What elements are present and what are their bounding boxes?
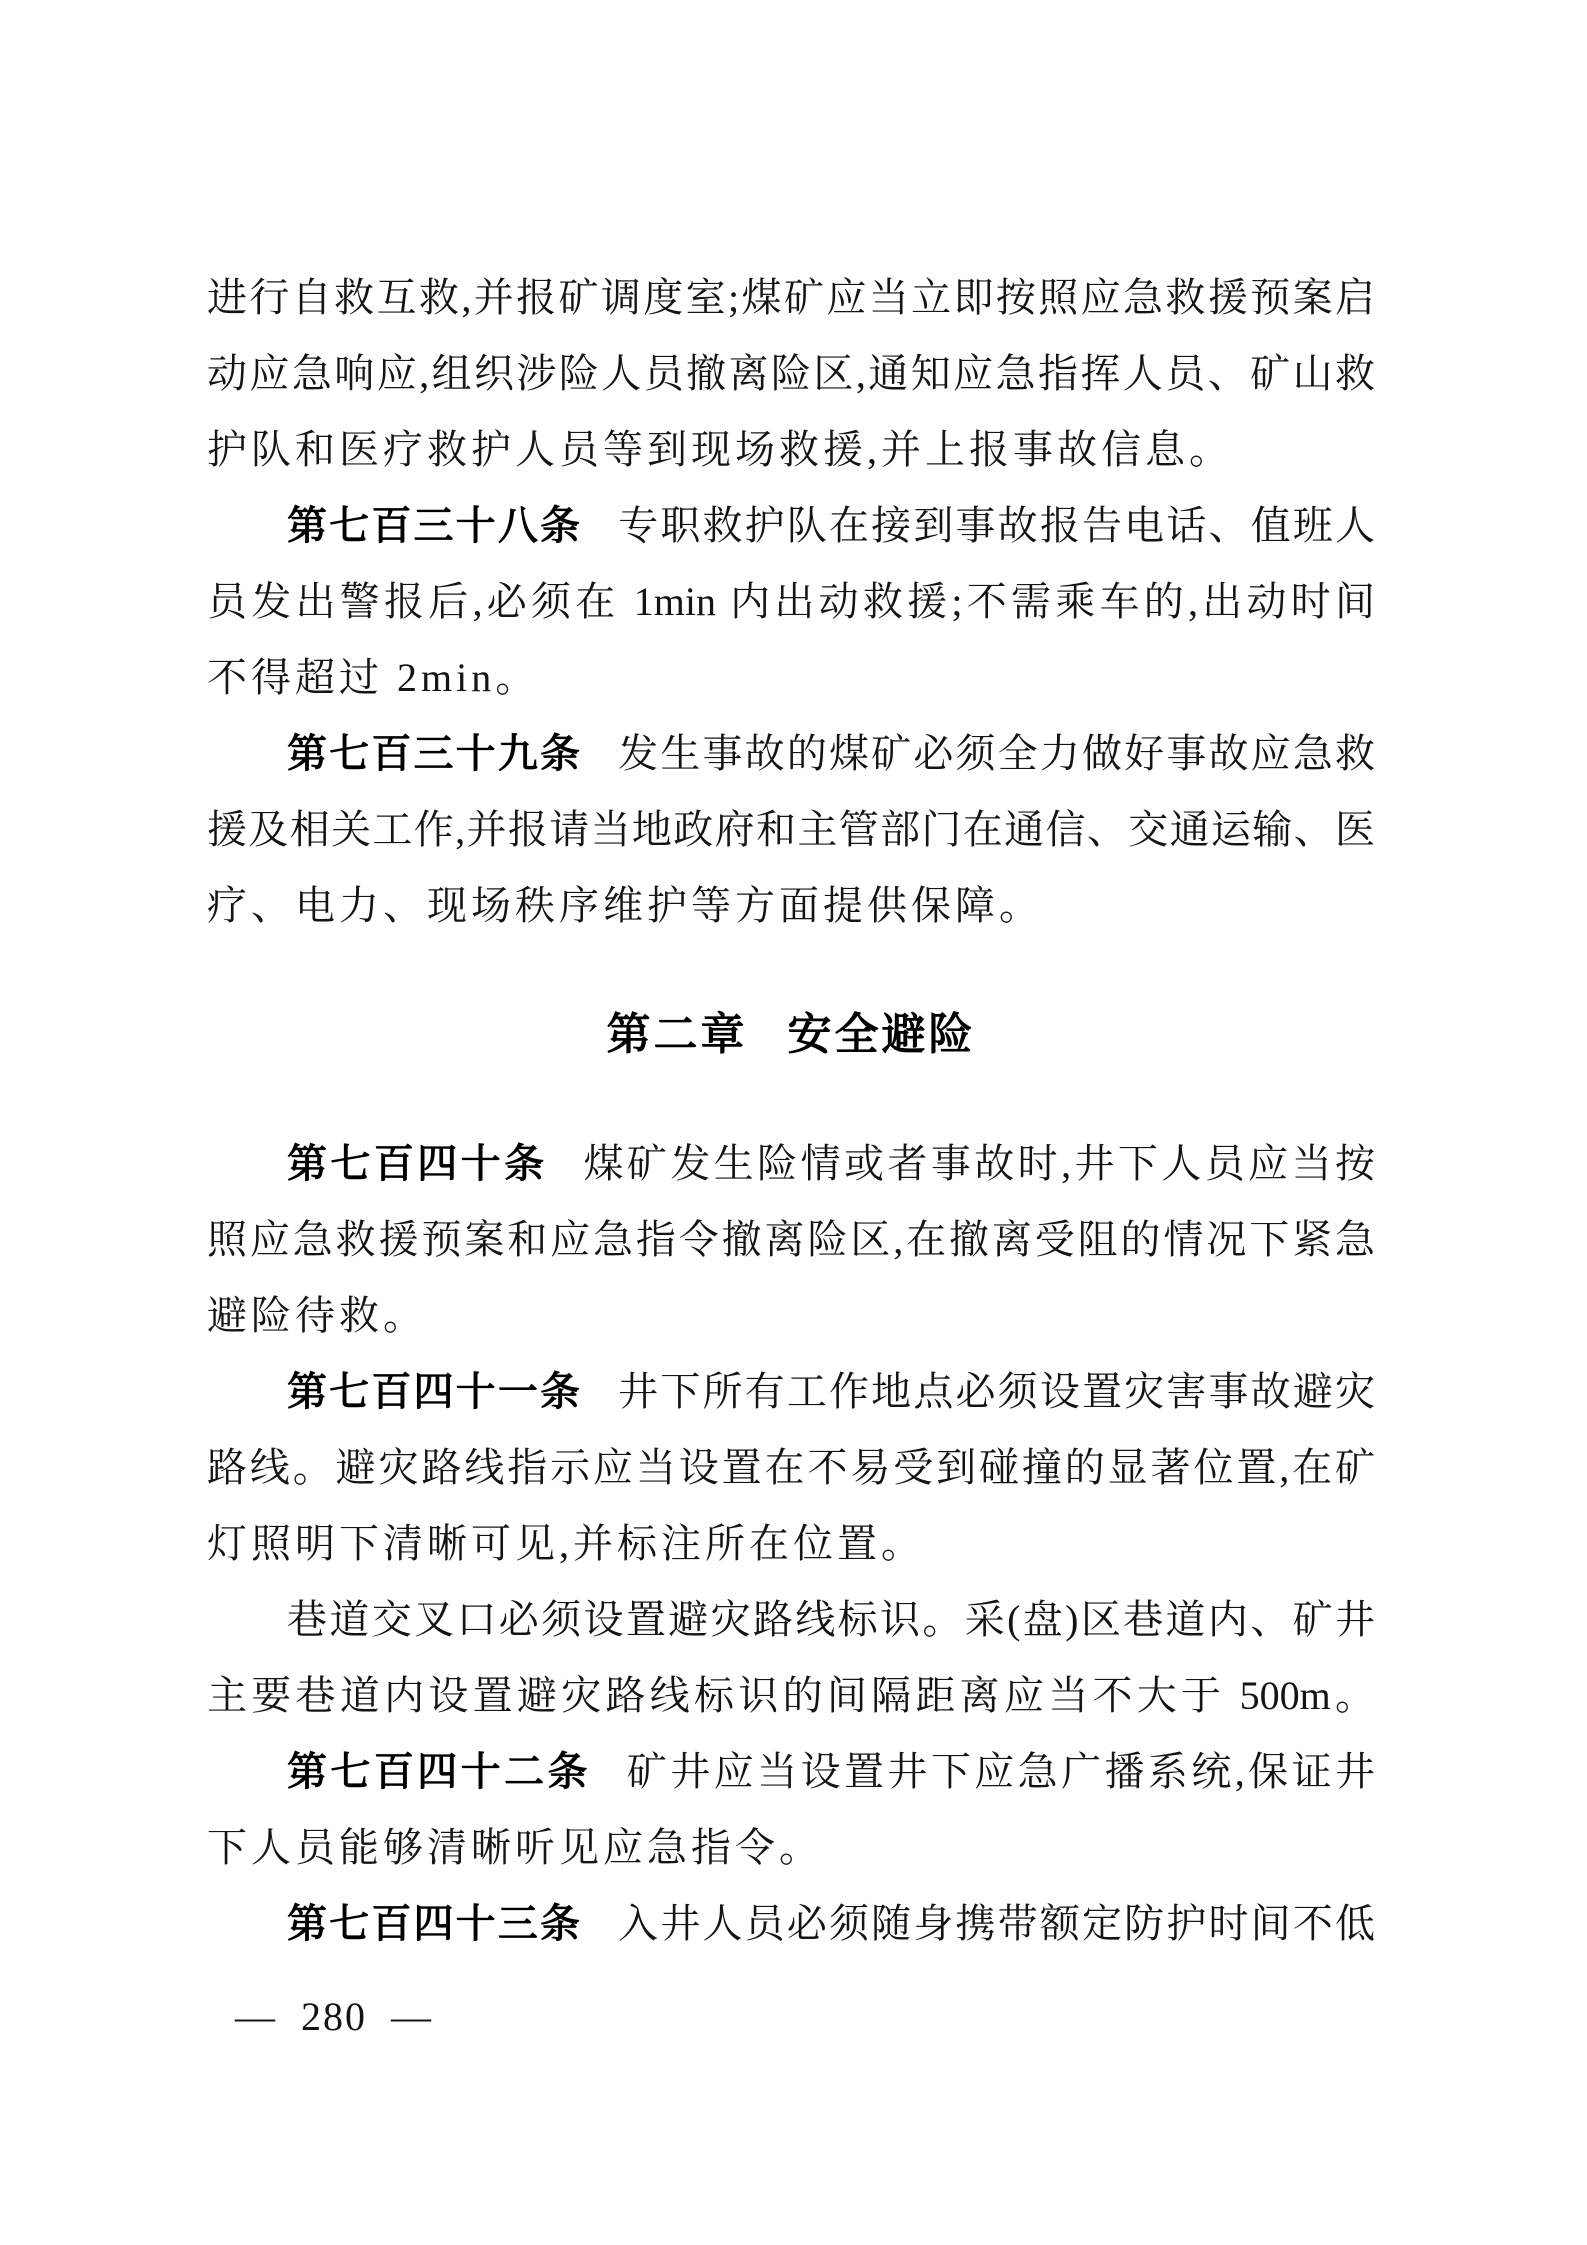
line-text: 矿井应当设置井下应急广播系统,保证井 xyxy=(626,1749,1375,1794)
line-text: 护队和医疗救护人员等到现场救援,并上报事故信息。 xyxy=(207,427,1233,472)
text-line xyxy=(207,1278,1375,1354)
text-line xyxy=(207,1658,1375,1734)
text-line-article-start xyxy=(207,1734,1375,1810)
line-text: 发生事故的煤矿必须全力做好事故应急救 xyxy=(618,731,1375,776)
line-text: 下人员能够清晰听见应急指令。 xyxy=(207,1825,823,1870)
text-line-article-start xyxy=(207,488,1375,564)
text-line xyxy=(207,1506,1375,1582)
text-line-article-start xyxy=(207,1886,1375,1962)
line-text: 入井人员必须随身携带额定防护时间不低 xyxy=(618,1901,1375,1946)
chapter-title: 安全避险 xyxy=(787,1010,976,1059)
text-line xyxy=(207,1430,1375,1506)
line-text: 专职救护队在接到事故报告电话、值班人 xyxy=(618,503,1375,548)
article-number: 第七百四十一条 xyxy=(287,1370,583,1414)
line-text: 员发出警报后,必须在 1min 内出动救援;不需乘车的,出动时间 xyxy=(207,579,1375,624)
text-line xyxy=(207,1810,1375,1886)
article-number: 第七百四十三条 xyxy=(287,1902,583,1946)
page-number: — 280 — xyxy=(235,1994,433,2039)
article-number: 第七百三十八条 xyxy=(287,504,583,548)
line-text: 井下所有工作地点必须设置灾害事故避灾 xyxy=(618,1369,1375,1414)
line-text: 进行自救互救,并报矿调度室;煤矿应当立即按照应急救援预案启 xyxy=(207,275,1375,320)
line-text: 主要巷道内设置避灾路线标识的间隔距离应当不大于 500m。 xyxy=(207,1673,1375,1718)
text-line xyxy=(207,640,1375,716)
text-line xyxy=(207,564,1375,640)
text-line xyxy=(207,1202,1375,1278)
chapter-number: 第二章 xyxy=(606,1010,748,1059)
line-text: 灯照明下清晰可见,并标注所在位置。 xyxy=(207,1521,925,1566)
article-number: 第七百四十条 xyxy=(287,1142,548,1186)
chapter-heading xyxy=(207,997,1375,1073)
text-column xyxy=(207,260,1375,1962)
article-number: 第七百三十九条 xyxy=(287,732,583,776)
line-text: 煤矿发生险情或者事故时,井下人员应当按 xyxy=(583,1141,1375,1186)
text-line xyxy=(207,336,1375,412)
text-line xyxy=(207,260,1375,336)
line-text: 避险待救。 xyxy=(207,1293,427,1338)
line-text: 疗、电力、现场秩序维护等方面提供保障。 xyxy=(207,883,1043,928)
article-number: 第七百四十二条 xyxy=(287,1750,591,1794)
text-line xyxy=(207,792,1375,868)
text-line-article-start xyxy=(207,1354,1375,1430)
line-text: 路线。避灾路线指示应当设置在不易受到碰撞的显著位置,在矿 xyxy=(207,1445,1375,1490)
line-text: 巷道交叉口必须设置避灾路线标识。采(盘)区巷道内、矿井 xyxy=(287,1597,1375,1642)
line-text: 照应急救援预案和应急指令撤离险区,在撤离受阻的情况下紧急 xyxy=(207,1217,1375,1262)
text-line xyxy=(207,412,1375,488)
line-text: 援及相关工作,并报请当地政府和主管部门在通信、交通运输、医 xyxy=(207,807,1375,852)
text-line-article-start xyxy=(207,1126,1375,1202)
line-text: 不得超过 2min。 xyxy=(207,655,540,700)
text-line xyxy=(207,1582,1375,1658)
line-text: 动应急响应,组织涉险人员撤离险区,通知应急指挥人员、矿山救 xyxy=(207,351,1375,396)
text-line xyxy=(207,868,1375,944)
text-line-article-start xyxy=(207,716,1375,792)
